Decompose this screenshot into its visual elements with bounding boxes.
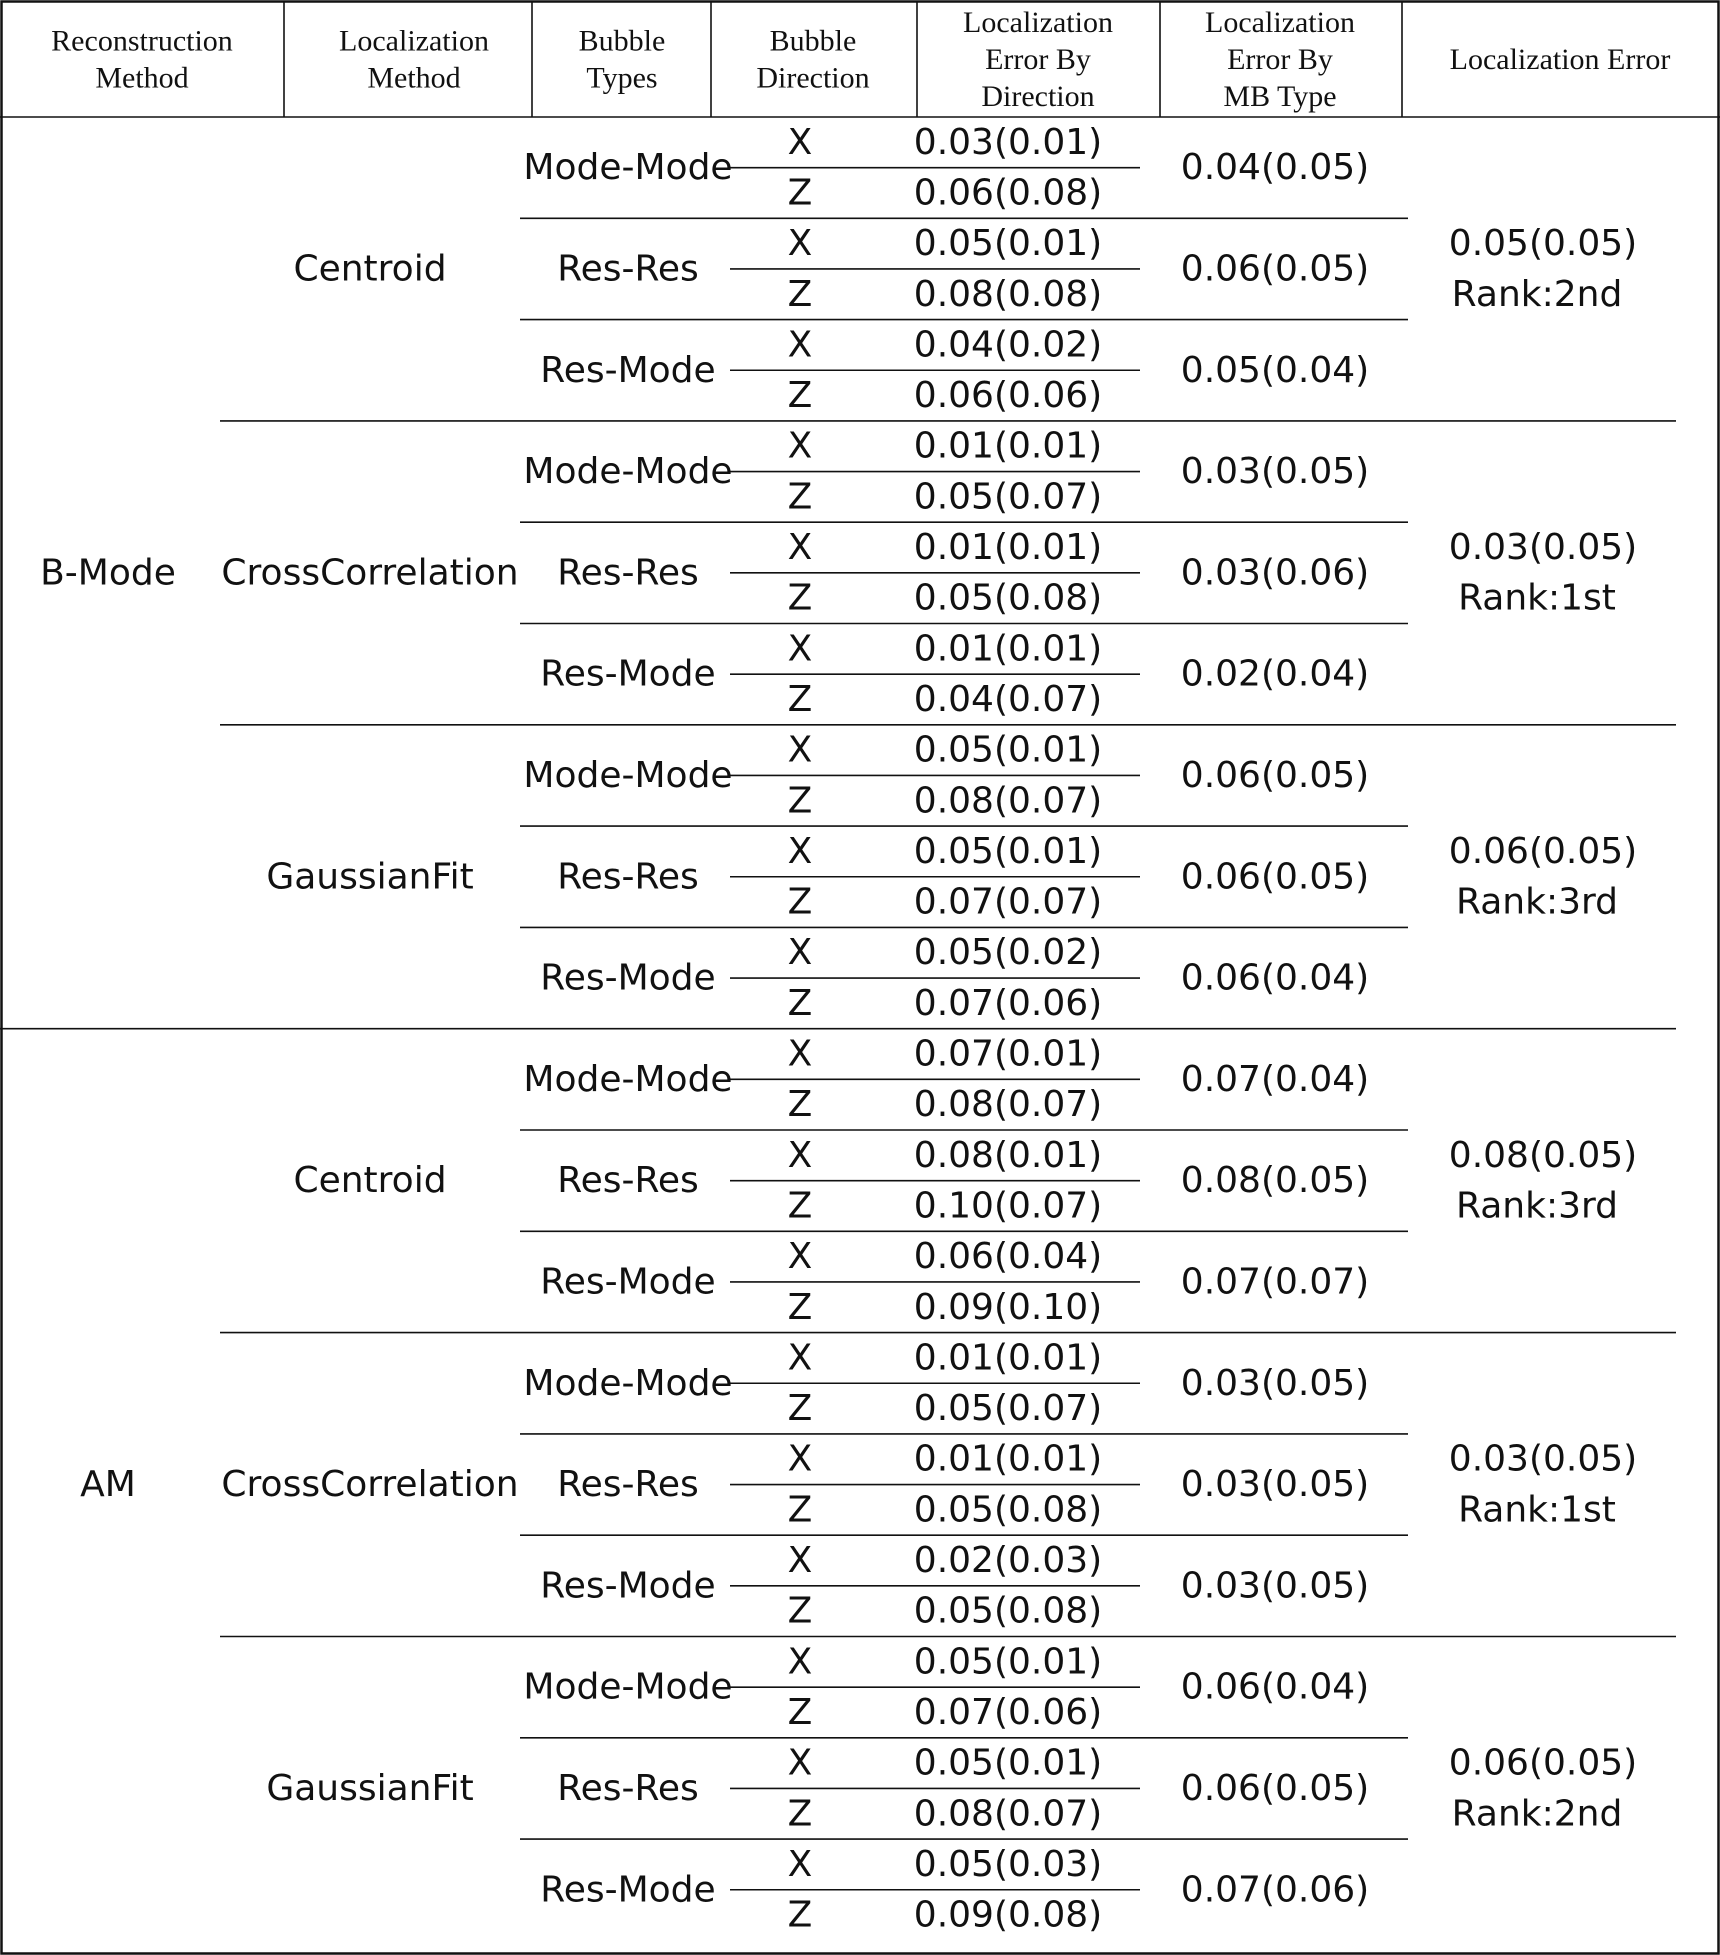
error-by-direction-x: 0.03(0.01): [913, 121, 1103, 163]
column-header: Types: [586, 61, 658, 95]
direction-label: X: [787, 1438, 813, 1480]
direction-label: X: [787, 1843, 813, 1885]
error-by-direction-x: 0.06(0.04): [913, 1236, 1103, 1278]
error-by-mb-type: 0.03(0.05): [1180, 1565, 1370, 1607]
error-by-direction-x: 0.07(0.01): [913, 1033, 1103, 1075]
bubble-type: Res-Mode: [540, 1869, 716, 1911]
direction-label: X: [787, 121, 813, 163]
error-by-mb-type: 0.07(0.07): [1180, 1261, 1370, 1303]
direction-label: X: [787, 1033, 813, 1075]
localization-rank: Rank:1st: [1458, 577, 1616, 619]
localization-rank: Rank:2nd: [1451, 1793, 1623, 1835]
error-by-mb-type: 0.07(0.04): [1180, 1058, 1370, 1100]
column-header: MB Type: [1223, 80, 1337, 113]
error-by-direction-x: 0.08(0.01): [913, 1134, 1103, 1176]
error-by-direction-z: 0.08(0.08): [913, 273, 1103, 315]
column-header: Direction: [981, 80, 1095, 113]
error-by-direction-x: 0.01(0.01): [913, 527, 1103, 569]
direction-label: Z: [787, 273, 813, 315]
column-header: Bubble: [769, 24, 857, 58]
bubble-type: Mode-Mode: [523, 754, 733, 796]
reconstruction-method: B-Mode: [40, 552, 176, 594]
error-by-direction-z: 0.07(0.06): [913, 1691, 1103, 1733]
error-by-direction-x: 0.05(0.01): [913, 830, 1103, 872]
error-by-direction-x: 0.01(0.01): [913, 425, 1103, 467]
bubble-type: Mode-Mode: [523, 451, 733, 493]
error-by-mb-type: 0.03(0.05): [1180, 1464, 1370, 1506]
direction-label: X: [787, 324, 813, 366]
direction-label: Z: [787, 780, 813, 822]
bubble-type: Res-Res: [557, 1464, 699, 1506]
error-by-direction-z: 0.08(0.07): [913, 1084, 1103, 1126]
bubble-type: Mode-Mode: [523, 147, 733, 189]
error-by-direction-x: 0.05(0.01): [913, 223, 1103, 265]
direction-label: Z: [787, 1793, 813, 1835]
direction-label: Z: [787, 982, 813, 1024]
error-by-mb-type: 0.03(0.05): [1180, 451, 1370, 493]
localization-error-value: 0.08(0.05): [1448, 1134, 1638, 1176]
direction-label: Z: [787, 1489, 813, 1531]
error-by-direction-z: 0.05(0.08): [913, 577, 1103, 619]
error-by-direction-z: 0.06(0.08): [913, 172, 1103, 214]
error-by-direction-x: 0.05(0.01): [913, 1641, 1103, 1683]
error-by-direction-x: 0.01(0.01): [913, 1337, 1103, 1379]
direction-label: X: [787, 1134, 813, 1176]
error-by-direction-z: 0.10(0.07): [913, 1185, 1103, 1227]
error-by-mb-type: 0.03(0.05): [1180, 1362, 1370, 1404]
column-header: Reconstruction: [51, 24, 233, 58]
column-header: Localization: [339, 24, 489, 58]
direction-label: X: [787, 1337, 813, 1379]
direction-label: X: [787, 425, 813, 467]
error-by-direction-x: 0.05(0.01): [913, 1742, 1103, 1784]
column-header: Localization Error: [1449, 43, 1671, 76]
direction-label: Z: [787, 881, 813, 923]
direction-label: Z: [787, 1185, 813, 1227]
error-by-direction-z: 0.06(0.06): [913, 375, 1103, 417]
bubble-type: Res-Mode: [540, 349, 716, 391]
direction-label: Z: [787, 577, 813, 619]
error-by-mb-type: 0.08(0.05): [1180, 1160, 1370, 1202]
localization-error-value: 0.06(0.05): [1448, 830, 1638, 872]
localization-rank: Rank:2nd: [1451, 273, 1623, 315]
direction-label: Z: [787, 678, 813, 720]
bubble-type: Res-Res: [557, 248, 699, 290]
direction-label: Z: [787, 1590, 813, 1632]
error-by-direction-z: 0.08(0.07): [913, 780, 1103, 822]
error-by-mb-type: 0.06(0.04): [1180, 957, 1370, 999]
error-by-mb-type: 0.06(0.05): [1180, 856, 1370, 898]
error-by-direction-x: 0.01(0.01): [913, 628, 1103, 670]
error-by-direction-z: 0.05(0.07): [913, 476, 1103, 518]
error-by-direction-z: 0.07(0.06): [913, 982, 1103, 1024]
error-by-mb-type: 0.02(0.04): [1180, 653, 1370, 695]
error-by-mb-type: 0.05(0.04): [1180, 349, 1370, 391]
bubble-type: Res-Mode: [540, 1565, 716, 1607]
direction-label: X: [787, 830, 813, 872]
column-header: Method: [95, 61, 189, 95]
localization-method: GaussianFit: [266, 856, 474, 898]
localization-method: CrossCorrelation: [221, 552, 519, 594]
error-by-direction-x: 0.05(0.01): [913, 729, 1103, 771]
error-by-direction-z: 0.05(0.07): [913, 1388, 1103, 1430]
direction-label: Z: [787, 1286, 813, 1328]
direction-label: X: [787, 932, 813, 974]
direction-label: Z: [787, 1084, 813, 1126]
localization-rank: Rank:3rd: [1456, 1185, 1618, 1227]
error-by-direction-z: 0.04(0.07): [913, 678, 1103, 720]
error-by-direction-z: 0.09(0.08): [913, 1894, 1103, 1936]
error-by-direction-z: 0.07(0.07): [913, 881, 1103, 923]
direction-label: X: [787, 628, 813, 670]
error-by-direction-z: 0.09(0.10): [913, 1286, 1103, 1328]
bubble-type: Res-Mode: [540, 653, 716, 695]
localization-rank: Rank:1st: [1458, 1489, 1616, 1531]
localization-method: GaussianFit: [266, 1767, 474, 1809]
error-by-mb-type: 0.06(0.04): [1180, 1666, 1370, 1708]
error-by-direction-z: 0.08(0.07): [913, 1793, 1103, 1835]
bubble-type: Res-Res: [557, 552, 699, 594]
direction-label: X: [787, 1540, 813, 1582]
error-by-direction-x: 0.05(0.03): [913, 1843, 1103, 1885]
direction-label: Z: [787, 476, 813, 518]
error-by-direction-z: 0.05(0.08): [913, 1590, 1103, 1632]
error-by-mb-type: 0.03(0.06): [1180, 552, 1370, 594]
direction-label: X: [787, 1742, 813, 1784]
localization-error-value: 0.03(0.05): [1448, 1438, 1638, 1480]
column-header: Error By: [985, 43, 1091, 76]
direction-label: Z: [787, 375, 813, 417]
column-header: Error By: [1227, 43, 1333, 76]
column-header: Bubble: [578, 24, 666, 58]
localization-error-value: 0.03(0.05): [1448, 527, 1638, 569]
error-by-mb-type: 0.06(0.05): [1180, 1767, 1370, 1809]
error-by-direction-x: 0.02(0.03): [913, 1540, 1103, 1582]
error-by-direction-x: 0.01(0.01): [913, 1438, 1103, 1480]
bubble-type: Mode-Mode: [523, 1666, 733, 1708]
error-by-mb-type: 0.06(0.05): [1180, 248, 1370, 290]
localization-method: Centroid: [293, 248, 447, 290]
bubble-type: Res-Mode: [540, 957, 716, 999]
bubble-type: Res-Res: [557, 856, 699, 898]
localization-rank: Rank:3rd: [1456, 881, 1618, 923]
error-by-mb-type: 0.06(0.05): [1180, 754, 1370, 796]
reconstruction-method: AM: [80, 1464, 136, 1506]
column-header: Method: [367, 61, 461, 95]
error-by-mb-type: 0.07(0.06): [1180, 1869, 1370, 1911]
direction-label: X: [787, 1641, 813, 1683]
error-by-mb-type: 0.04(0.05): [1180, 147, 1370, 189]
bubble-type: Mode-Mode: [523, 1362, 733, 1404]
bubble-type: Res-Res: [557, 1160, 699, 1202]
direction-label: X: [787, 527, 813, 569]
direction-label: X: [787, 1236, 813, 1278]
direction-label: Z: [787, 1691, 813, 1733]
localization-error-value: 0.05(0.05): [1448, 223, 1638, 265]
localization-method: CrossCorrelation: [221, 1464, 519, 1506]
error-by-direction-x: 0.04(0.02): [913, 324, 1103, 366]
localization-method: Centroid: [293, 1160, 447, 1202]
error-by-direction-z: 0.05(0.08): [913, 1489, 1103, 1531]
bubble-type: Res-Mode: [540, 1261, 716, 1303]
bubble-type: Mode-Mode: [523, 1058, 733, 1100]
bubble-type: Res-Res: [557, 1767, 699, 1809]
localization-error-value: 0.06(0.05): [1448, 1742, 1638, 1784]
direction-label: X: [787, 729, 813, 771]
column-header: Direction: [756, 61, 870, 95]
column-header: Localization: [963, 6, 1113, 39]
error-by-direction-x: 0.05(0.02): [913, 932, 1103, 974]
direction-label: X: [787, 223, 813, 265]
direction-label: Z: [787, 172, 813, 214]
direction-label: Z: [787, 1388, 813, 1430]
column-header: Localization: [1205, 6, 1355, 39]
direction-label: Z: [787, 1894, 813, 1936]
